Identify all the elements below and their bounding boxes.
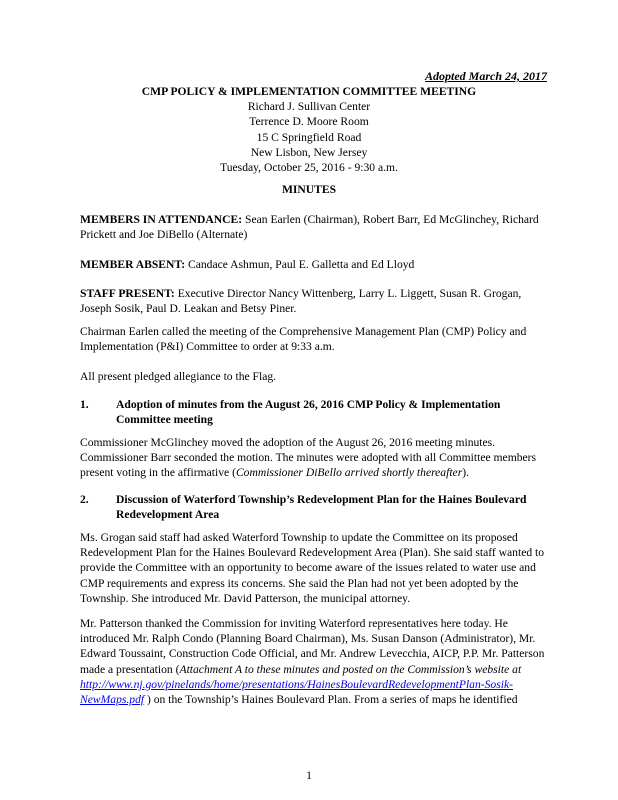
section-1-paragraph [80, 435, 550, 481]
call-to-order-text: Chairman Earlen called the meeting of the Comprehensive Management Plan (CMP) Policy and Implementation (P&I) Committee to order at 9:33 a.m. [80, 325, 527, 354]
meeting-title: CMP POLICY & IMPLEMENTATION COMMITTEE MEETING [141, 85, 477, 98]
adopted-date: Adopted March 24, 2017 [424, 69, 547, 83]
section-2-paragraph-2 [80, 616, 550, 707]
meeting-datetime: Tuesday, October 25, 2016 - 9:30 a.m. [220, 161, 398, 175]
pledge-paragraph [80, 369, 550, 384]
section-2-number: 2. [80, 493, 89, 506]
absent-paragraph [80, 257, 550, 272]
attendance-paragraph [80, 212, 550, 242]
staff-text: Executive Director Nancy Wittenberg, Larry L. Liggett, Susan R. Grogan, Joseph Sosik, Paul D. Leakan and Betsy Piner. [80, 287, 522, 316]
staff-paragraph [80, 286, 550, 316]
call-to-order-paragraph [80, 324, 550, 354]
minutes-heading: MINUTES [281, 183, 337, 196]
attendance-label: MEMBERS IN ATTENDANCE: [80, 213, 243, 226]
section-2-para2-text: Mr. Patterson thanked the Commission for inviting Waterford representatives here today. He introduced Mr. Ralph Condo (Planning Board Chairman), Ms. Susan Danson (Administrator), Mr. Edward Toussaint, Construction Code Official, and Mr. Andrew Levecchia, AICP, P.P. Mr. Patterson made a presentation ( [80, 617, 545, 676]
section-1-text: Commissioner McGlinchey moved the adoption of the August 26, 2016 meeting minutes. Commissioner Barr seconded the motion. The minutes were adopted with all Committee members present voting in the affirmative ( [80, 436, 537, 480]
staff-label: STAFF PRESENT: [80, 287, 175, 300]
section-2-paragraph-1 [80, 530, 550, 606]
attachment-note: Attachment A to these minutes and posted on the Commission’s website at [179, 662, 522, 676]
section-2-title: Discussion of Waterford Township’s Redevelopment Plan for the Haines Boulevard Redevelopment Area [116, 493, 527, 522]
absent-label: MEMBER ABSENT: [80, 258, 186, 271]
venue-name: Richard J. Sullivan Center [247, 100, 371, 114]
street-address: 15 C Springfield Road [256, 130, 362, 144]
attendance-text: Sean Earlen (Chairman), Robert Barr, Ed McGlinchey, Richard Prickett and Joe DiBello (Alternate) [80, 213, 539, 242]
room-name: Terrence D. Moore Room [249, 115, 369, 129]
presentation-link[interactable]: http://www.nj.gov/pinelands/home/presentations/HainesBoulevardRedevelopmentPlan-Sosik-NewMaps.pdf [80, 677, 513, 707]
section-1-end: ). [462, 466, 469, 480]
section-1-italic: Commissioner DiBello arrived shortly thereafter [235, 466, 463, 480]
pledge-text: All present pledged allegiance to the Flag. [80, 370, 277, 383]
page-number: 1 [306, 769, 312, 782]
section-1-title: Adoption of minutes from the August 26, 2016 CMP Policy & Implementation Committee meeting [116, 398, 501, 427]
section-2-para2-end: ) on the Township’s Haines Boulevard Plan. From a series of maps he identified [144, 693, 518, 707]
absent-text: Candace Ashmun, Paul E. Galletta and Ed Lloyd [185, 258, 415, 271]
section-2-para1-text: Ms. Grogan said staff had asked Waterford Township to update the Committee on its proposed Redevelopment Plan for the Haines Boulevard Redevelopment Area (Plan). She said staff wanted to provide the Committee with an opportunity to become aware of the issues related to water use and CMP requirements and express its concerns. She said the Plan had not yet been adopted by the Township. She introduced Mr. David Patterson, the municipal attorney. [80, 531, 545, 605]
meeting-header [0, 84, 618, 175]
section-1-number: 1. [80, 398, 89, 411]
city-state: New Lisbon, New Jersey [250, 145, 368, 159]
